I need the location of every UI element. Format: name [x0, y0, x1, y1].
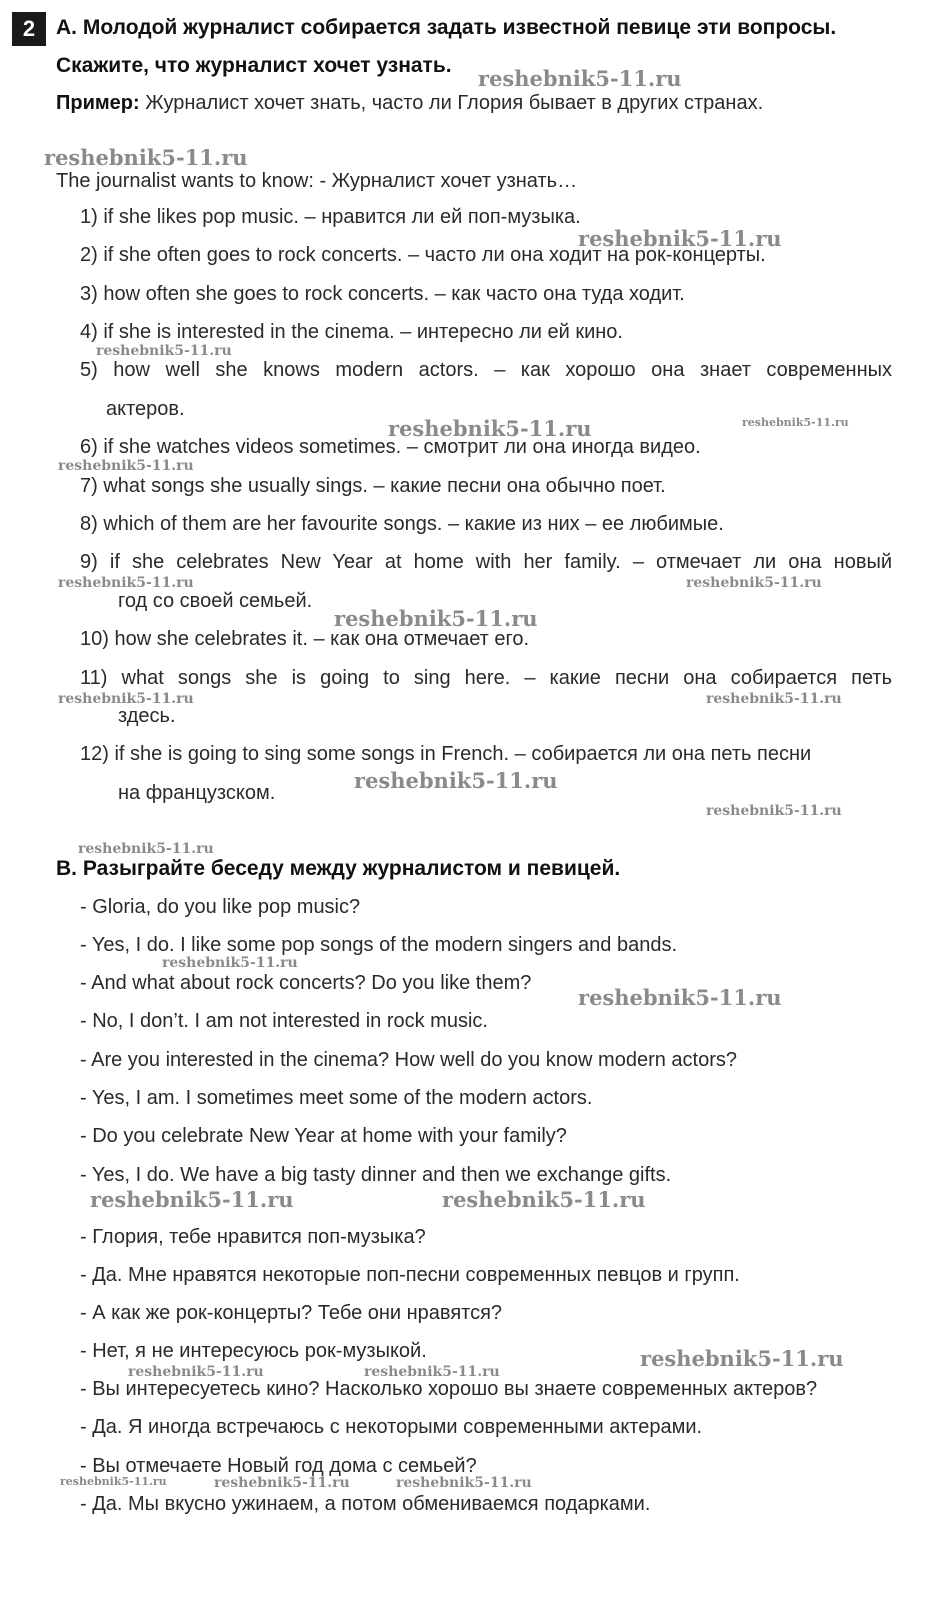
watermark: reshebnik5-11.ru — [214, 1475, 350, 1491]
dialogue-line: - Yes, I am. I sometimes meet some of the modern actors. — [80, 1087, 593, 1109]
list-item: 2) if she often goes to rock concerts. – часто ли она ходит на рок-концерты. — [80, 244, 766, 266]
watermark: reshebnik5-11.ru — [90, 1187, 294, 1212]
list-item: 3) how often she goes to rock concerts. – как часто она туда ходит. — [80, 283, 685, 305]
watermark: reshebnik5-11.ru — [334, 606, 538, 631]
list-item: 5) how well she knows modern actors. – как хорошо она знает современных — [80, 359, 892, 381]
list-item-continuation: здесь. — [118, 705, 176, 727]
watermark: reshebnik5-11.ru — [686, 575, 822, 591]
watermark: reshebnik5-11.ru — [742, 416, 849, 429]
list-item: 9) if she celebrates New Year at home with her family. – отмечает ли она новый — [80, 551, 892, 573]
dialogue-line: - Are you interested in the cinema? How well do you know modern actors? — [80, 1049, 738, 1071]
watermark: reshebnik5-11.ru — [354, 768, 558, 793]
watermark: reshebnik5-11.ru — [58, 458, 194, 474]
watermark: reshebnik5-11.ru — [388, 416, 592, 441]
watermark: reshebnik5-11.ru — [364, 1364, 500, 1380]
watermark: reshebnik5-11.ru — [128, 1364, 264, 1380]
list-item: 11) what songs she is going to sing here. – какие песни она собирается петь — [80, 667, 892, 689]
dialogue-line: - Да. Я иногда встречаюсь с некоторыми современными актерами. — [80, 1416, 703, 1438]
dialogue-line: - No, I don’t. I am not interested in rock music. — [80, 1010, 488, 1032]
dialogue-line: - Gloria, do you like pop music? — [80, 896, 361, 918]
watermark: reshebnik5-11.ru — [578, 226, 782, 251]
dialogue-line: - Yes, I do. I like some pop songs of the modern singers and bands. — [80, 934, 678, 956]
watermark: reshebnik5-11.ru — [162, 955, 298, 971]
list-item: 7) what songs she usually sings. – какие песни она обычно поет. — [80, 475, 666, 497]
dialogue-line: - Глория, тебе нравится поп-музыка? — [80, 1226, 426, 1248]
dialogue-line: - А как же рок-концерты? Тебе они нравятся? — [80, 1302, 503, 1324]
example-text: Журналист хочет знать, часто ли Глория бывает в других странах. — [139, 92, 764, 114]
list-item-continuation: год со своей семьей. — [118, 590, 313, 612]
watermark: reshebnik5-11.ru — [44, 145, 248, 170]
watermark: reshebnik5-11.ru — [58, 691, 194, 707]
watermark: reshebnik5-11.ru — [478, 66, 682, 91]
dialogue-line: - Yes, I do. We have a big tasty dinner and then we exchange gifts. — [80, 1164, 672, 1186]
example-line — [56, 92, 763, 115]
exercise-number-badge: 2 — [12, 12, 46, 46]
example-label: Пример: — [56, 92, 140, 114]
dialogue-line: - Да. Мы вкусно ужинаем, а потом обмениваемся подарками. — [80, 1493, 651, 1515]
dialogue-line: - Нет, я не интересуюсь рок-музыкой. — [80, 1340, 427, 1362]
list-item: 12) if she is going to sing some songs in French. – собирается ли она петь песни — [80, 743, 812, 765]
list-item: 10) how she celebrates it. – как она отмечает его. — [80, 628, 530, 650]
watermark: reshebnik5-11.ru — [58, 575, 194, 591]
watermark: reshebnik5-11.ru — [96, 343, 232, 359]
list-item: 1) if she likes pop music. – нравится ли ей поп-музыка. — [80, 206, 581, 228]
watermark: reshebnik5-11.ru — [396, 1475, 532, 1491]
section-b-title: B. Разыграйте беседу между журналистом и певицей. — [56, 857, 621, 880]
dialogue-line: - Вы отмечаете Новый год дома с семьей? — [80, 1455, 477, 1477]
watermark: reshebnik5-11.ru — [78, 841, 214, 857]
watermark: reshebnik5-11.ru — [706, 691, 842, 707]
dialogue-line: - Да. Мне нравятся некоторые поп-песни современных певцов и групп. — [80, 1264, 740, 1286]
list-item: 8) which of them are her favourite songs. – какие из них – ее любимые. — [80, 513, 724, 535]
section-a-title: A. Молодой журналист собирается задать известной певице эти вопросы. — [56, 16, 837, 39]
watermark: reshebnik5-11.ru — [578, 985, 782, 1010]
watermark: reshebnik5-11.ru — [640, 1346, 844, 1371]
dialogue-line: - Do you celebrate New Year at home with your family? — [80, 1125, 567, 1147]
watermark: reshebnik5-11.ru — [442, 1187, 646, 1212]
dialogue-line: - And what about rock concerts? Do you like them? — [80, 972, 532, 994]
section-a-subtitle: Скажите, что журналист хочет узнать. — [56, 54, 452, 77]
list-item-continuation: актеров. — [106, 398, 185, 420]
intro-line: The journalist wants to know: - Журналист хочет узнать… — [56, 170, 578, 192]
list-item-continuation: на французском. — [118, 782, 276, 804]
dialogue-line: - Вы интересуетесь кино? Насколько хорошо вы знаете современных актеров? — [80, 1378, 818, 1400]
watermark: reshebnik5-11.ru — [60, 1475, 167, 1488]
list-item: 4) if she is interested in the cinema. – интересно ли ей кино. — [80, 321, 623, 343]
list-item: 6) if she watches videos sometimes. – смотрит ли она иногда видео. — [80, 436, 701, 458]
watermark: reshebnik5-11.ru — [706, 803, 842, 819]
